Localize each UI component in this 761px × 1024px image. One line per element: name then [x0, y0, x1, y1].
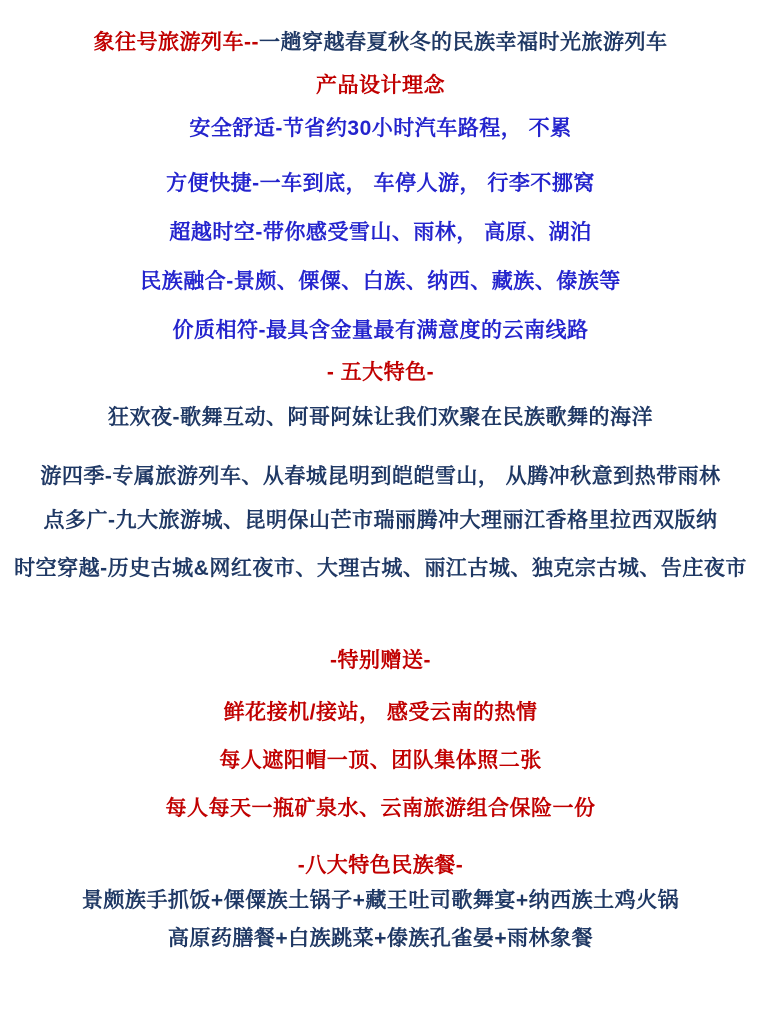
- design-point: 民族融合-景颇、傈僳、白族、纳西、藏族、傣族等: [140, 270, 621, 293]
- gift-point: 每人遮阳帽一顶、团队集体照二张: [219, 749, 542, 772]
- special-gifts-heading: -特别赠送-: [330, 649, 431, 672]
- design-point: 安全舒适-节省约30小时汽车路程， 不累: [189, 117, 572, 140]
- document-title: [0, 28, 761, 57]
- feature-point: 时空穿越-历史古城&网红夜市、大理古城、丽江古城、独克宗古城、告庄夜市: [14, 557, 747, 580]
- design-point: 方便快捷-一车到底， 车停人游， 行李不挪窝: [166, 172, 595, 195]
- meal-line: 高原药膳餐+白族跳菜+傣族孔雀晏+雨林象餐: [167, 927, 594, 950]
- meal-line: 景颇族手抓饭+傈僳族土锅子+藏王吐司歌舞宴+纳西族土鸡火锅: [81, 889, 680, 912]
- feature-point: 点多广-九大旅游城、昆明保山芒市瑞丽腾冲大理丽江香格里拉西双版纳: [43, 509, 718, 532]
- document-title-prefix: 象往号旅游列车--: [93, 31, 259, 54]
- gift-point: 鲜花接机/接站， 感受云南的热情: [223, 701, 538, 724]
- gift-point: 每人每天一瓶矿泉水、云南旅游组合保险一份: [165, 797, 596, 820]
- five-features-heading: - 五大特色-: [326, 361, 435, 384]
- design-point: 价质相符-最具含金量最有满意度的云南线路: [172, 319, 589, 342]
- feature-point: 游四季-专属旅游列车、从春城昆明到皑皑雪山， 从腾冲秋意到热带雨林: [40, 465, 721, 488]
- design-point: 超越时空-带你感受雪山、雨林， 高原、湖泊: [169, 221, 592, 244]
- feature-point: 狂欢夜-歌舞互动、阿哥阿妹让我们欢聚在民族歌舞的海洋: [108, 406, 653, 429]
- design-philosophy-heading: 产品设计理念: [316, 74, 445, 97]
- document-title-rest: 一趟穿越春夏秋冬的民族幸福时光旅游列车: [259, 31, 668, 54]
- ethnic-meals-heading: -八大特色民族餐-: [297, 854, 464, 877]
